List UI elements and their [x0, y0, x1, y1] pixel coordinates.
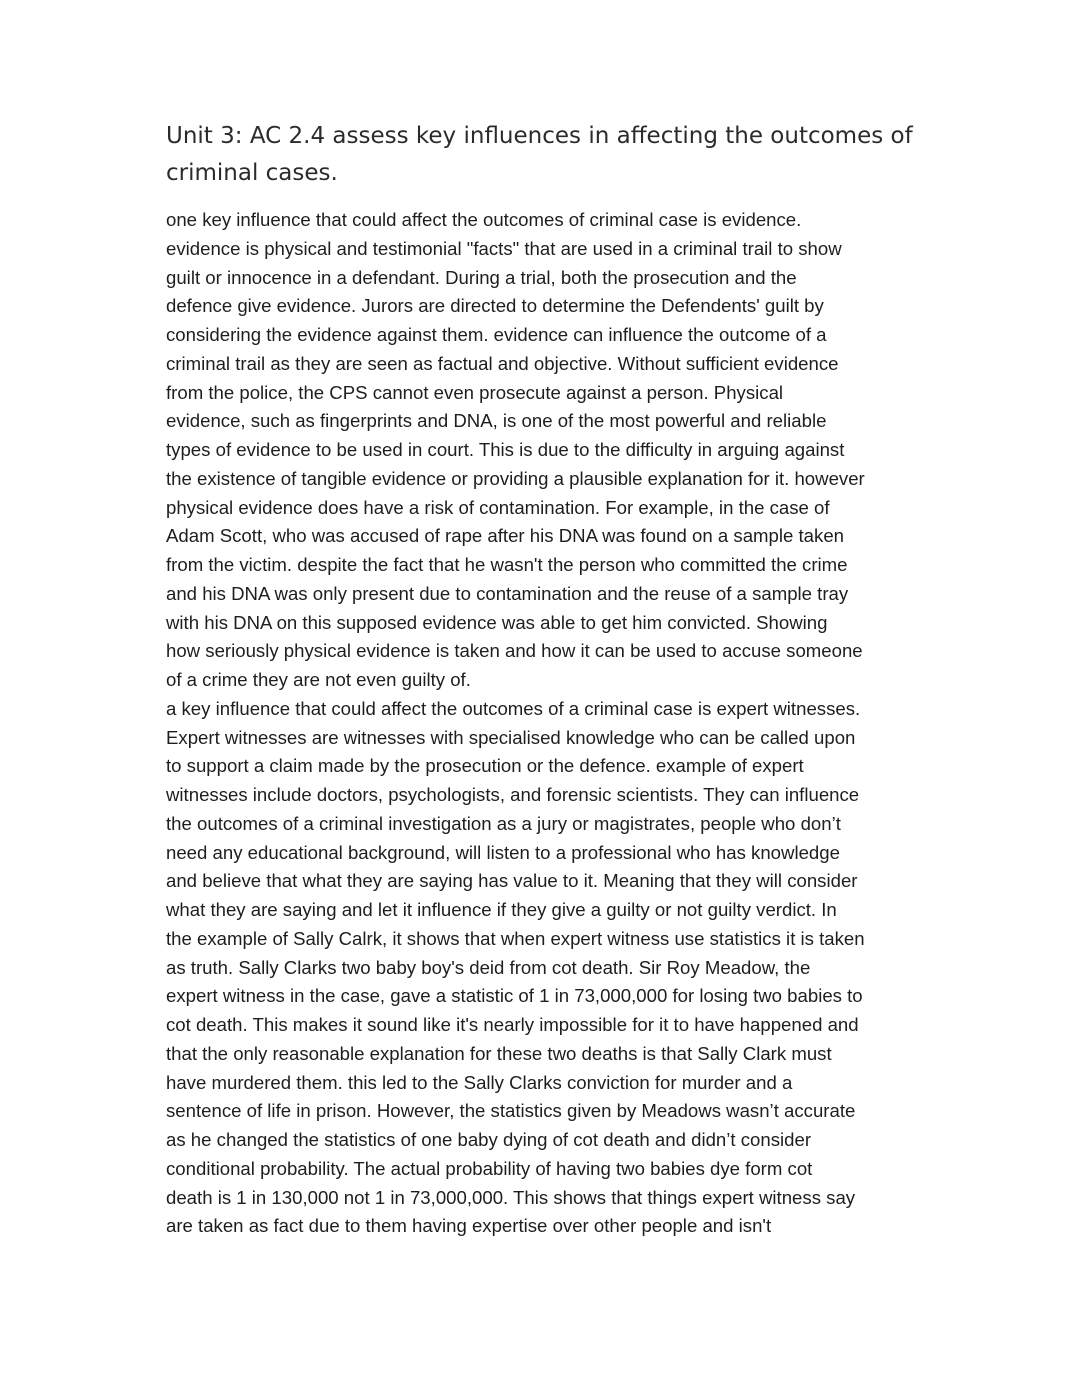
body-line: from the victim. despite the fact that he wasn't the person who committed the crime	[166, 554, 848, 575]
body-line: what they are saying and let it influence if they give a guilty or not guilty verdict. In	[166, 899, 837, 920]
body-line: as truth. Sally Clarks two baby boy's deid from cot death. Sir Roy Meadow, the	[166, 956, 811, 978]
body-line: defence give evidence. Jurors are directed to determine the Defendents' guilt by	[166, 295, 824, 317]
title-line: criminal cases.	[166, 160, 338, 186]
body-line: witnesses include doctors, psychologists, and forensic scientists. They can influence	[166, 784, 860, 805]
body-line: sentence of life in prison. However, the statistics given by Meadows wasn’t accurate	[166, 1100, 856, 1122]
body-line: the outcomes of a criminal investigation as a jury or magistrates, people who don’t	[166, 812, 841, 834]
body-line: considering the evidence against them. evidence can influence the outcome of a	[166, 324, 827, 345]
body-line: death is 1 in 130,000 not 1 in 73,000,000. This shows that things expert witness say	[166, 1186, 856, 1208]
body-line: evidence is physical and testimonial "facts" that are used in a criminal trail to show	[166, 237, 842, 259]
body-line: evidence, such as fingerprints and DNA, is one of the most powerful and reliable	[166, 410, 827, 432]
body-line: and his DNA was only present due to contamination and the reuse of a sample tray	[166, 582, 849, 604]
body-line: from the police, the CPS cannot even prosecute against a person. Physical	[166, 381, 784, 403]
body-line: to support a claim made by the prosecution or the defence. example of expert	[166, 755, 804, 777]
body-line: as he changed the statistics of one baby dying of cot death and didn’t consider	[166, 1129, 812, 1150]
body-line: Expert witnesses are witnesses with specialised knowledge who can be called upon	[166, 726, 856, 748]
document-title	[166, 118, 926, 192]
body-line: that the only reasonable explanation for these two deaths is that Sally Clark must	[166, 1042, 832, 1064]
body-line: cot death. This makes it sound like it's nearly impossible for it to have happened and	[166, 1014, 859, 1035]
body-line: the example of Sally Calrk, it shows that when expert witness use statistics it is taken	[166, 927, 865, 949]
body-line: need any educational background, will listen to a professional who has knowledge	[166, 841, 840, 863]
body-line: physical evidence does have a risk of contamination. For example, in the case of	[166, 496, 830, 518]
body-line: and believe that what they are saying has value to it. Meaning that they will consider	[166, 870, 858, 892]
title-line: Unit 3: AC 2.4 assess key influences in affecting the outcomes of	[166, 123, 913, 149]
body-line: one key influence that could affect the outcomes of criminal case is evidence.	[166, 209, 802, 230]
body-line: conditional probability. The actual probability of having two babies dye form cot	[166, 1157, 813, 1179]
body-line: with his DNA on this supposed evidence was able to get him convicted. Showing	[166, 611, 828, 633]
body-line: of a crime they are not even guilty of.	[166, 669, 471, 690]
body-line: how seriously physical evidence is taken and how it can be used to accuse someone	[166, 640, 863, 662]
body-line: a key influence that could affect the outcomes of a criminal case is expert witnesses.	[166, 697, 861, 719]
body-line: types of evidence to be used in court. This is due to the difficulty in arguing against	[166, 439, 845, 460]
body-text	[166, 206, 926, 1241]
body-line: are taken as fact due to them having expertise over other people and isn't	[166, 1215, 772, 1237]
body-line: have murdered them. this led to the Sally Clarks conviction for murder and a	[166, 1071, 793, 1093]
body-line: expert witness in the case, gave a statistic of 1 in 73,000,000 for losing two babies to	[166, 985, 863, 1007]
body-line: guilt or innocence in a defendant. During a trial, both the prosecution and the	[166, 266, 797, 288]
body-line: criminal trail as they are seen as factual and objective. Without sufficient evidence	[166, 352, 839, 374]
body-line: the existence of tangible evidence or providing a plausible explanation for it. however	[166, 467, 865, 489]
body-line: Adam Scott, who was accused of rape after his DNA was found on a sample taken	[166, 525, 844, 547]
